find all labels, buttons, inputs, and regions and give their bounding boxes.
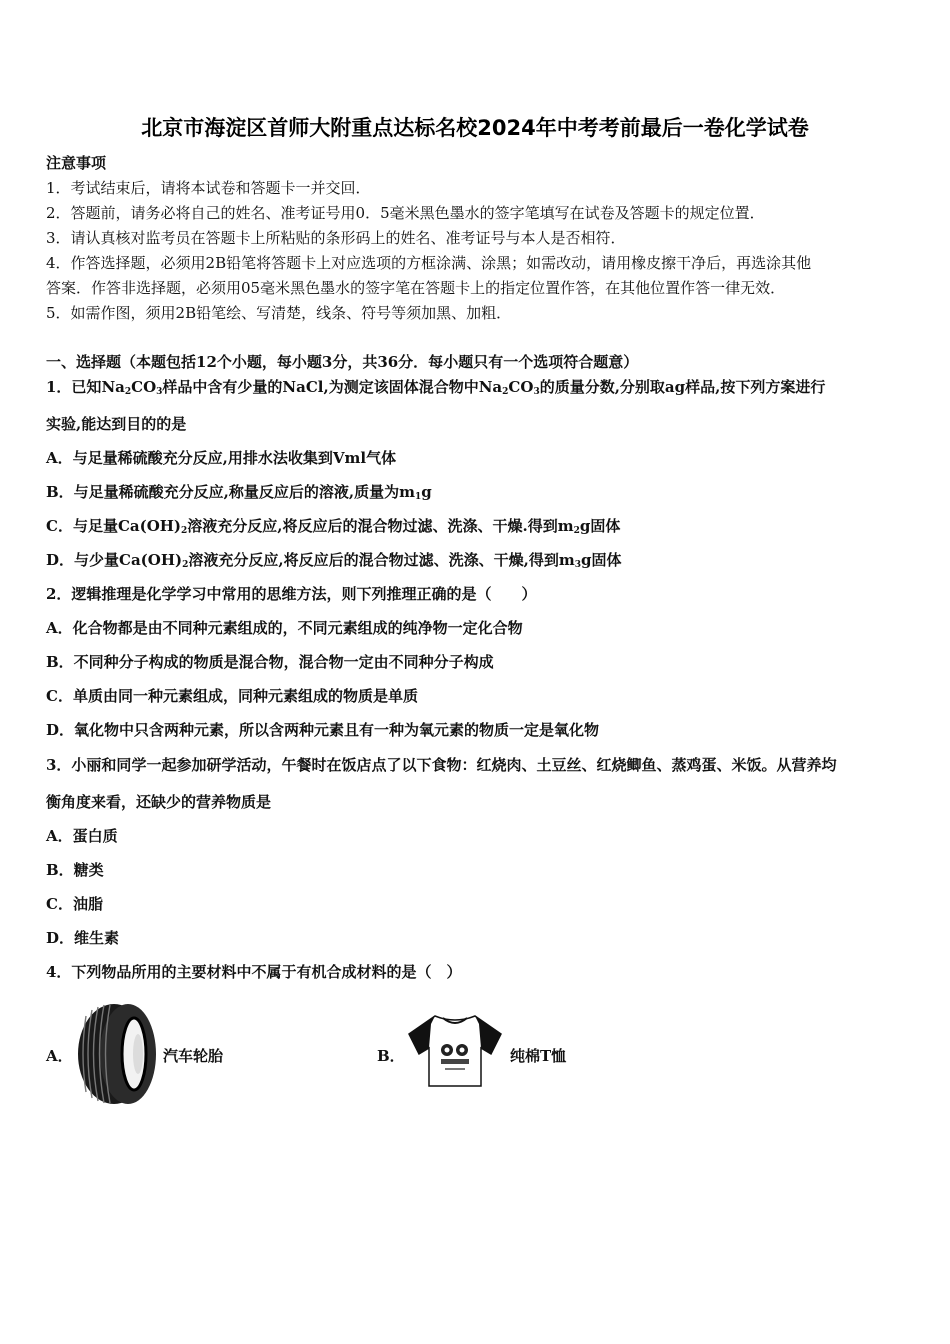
q4-option-a-caption: 汽车轮胎 (163, 1047, 224, 1065)
q3-option-a: A．蛋白质 (46, 827, 118, 845)
notice-heading: 注意事项 (46, 154, 107, 172)
q4-option-b-caption: 纯棉T恤 (510, 1047, 567, 1065)
q4-option-b-label: B． (377, 1047, 405, 1065)
q2-option-d: D．氧化物中只含两种元素，所以含两种元素且有一种为氧元素的物质一定是氧化物 (46, 721, 600, 739)
notice-item-4: 4．作答选择题，必须用2B铅笔将答题卡上对应选项的方框涂满、涂黑；如需改动，请用橡皮擦干净后，再选涂其他 (46, 254, 812, 272)
q1-option-a: A．与足量稀硫酸充分反应,用排水法收集到Vml气体 (46, 449, 397, 467)
notice-item-5: 5．如需作图，须用2B铅笔绘、写清楚，线条、符号等须加黑、加粗． (46, 304, 512, 322)
notice-item-3: 3．请认真核对监考员在答题卡上所粘贴的条形码上的姓名、准考证号与本人是否相符． (46, 229, 626, 247)
notice-item-2: 2．答题前，请务必将自己的姓名、准考证号用0．5毫米黑色墨水的签字笔填写在试卷及答题卡的规定位置． (46, 204, 765, 222)
q3-option-d: D．维生素 (46, 929, 120, 947)
page-title: 北京市海淀区首师大附重点达标名校2024年中考考前最后一卷化学试卷 (141, 116, 809, 140)
q3-stem-cont: 衡角度来看，还缺少的营养物质是 (46, 793, 272, 811)
q4-option-a-label: A． (46, 1047, 73, 1065)
q1-option-c: C．与足量$Ca(OH)_2$溶液充分反应,将反应后的混合物过滤、洗涤、干燥.得到$m_2g$固体 (46, 517, 621, 536)
q2-option-b: B．不同种分子构成的物质是混合物，混合物一定由不同种分子构成 (46, 653, 494, 671)
q1-option-b: B．与足量稀硫酸充分反应,称量反应后的溶液,质量为$m_1g$ (46, 483, 432, 502)
q1-stem-cont: 实验,能达到目的的是 (46, 415, 187, 433)
q3-stem: 3．小丽和同学一起参加研学活动，午餐时在饭店点了以下食物：红烧肉、土豆丝、红烧鲫鱼、蒸鸡蛋、米饭。从营养均 (46, 756, 837, 774)
q4-stem: 4．下列物品所用的主要材料中不属于有机合成材料的是（ ） (46, 963, 462, 981)
notice-item-1: 1．考试结束后，请将本试卷和答题卡一并交回． (46, 179, 371, 197)
tshirt-image (405, 1010, 505, 1090)
section-heading: 一、选择题（本题包括12个小题，每小题3分，共36分．每小题只有一个选项符合题意） (46, 353, 639, 371)
q3-option-c: C．油脂 (46, 895, 103, 913)
q2-option-c: C．单质由同一种元素组成，同种元素组成的物质是单质 (46, 687, 418, 705)
q3-option-b: B．糖类 (46, 861, 104, 879)
tire-image (76, 1002, 160, 1106)
q1-option-d: D．与少量$Ca(OH)_2$溶液充分反应,将反应后的混合物过滤、洗涤、干燥,得到$m_3g$固体 (46, 551, 622, 570)
q1-stem: 1．已知$Na_2CO_3$样品中含有少量的NaCl,为测定该固体混合物中$Na_2CO_3$的质量分数,分别取ag样品,按下列方案进行 (46, 378, 826, 397)
q2-option-a: A．化合物都是由不同种元素组成的，不同元素组成的纯净物一定化合物 (46, 619, 523, 637)
q2-stem: 2．逻辑推理是化学学习中常用的思维方法，则下列推理正确的是（ ） (46, 585, 537, 603)
notice-item-4-cont: 答案．作答非选择题，必须用05毫米黑色墨水的签字笔在答题卡上的指定位置作答，在其他位置作答一律无效． (46, 279, 786, 297)
